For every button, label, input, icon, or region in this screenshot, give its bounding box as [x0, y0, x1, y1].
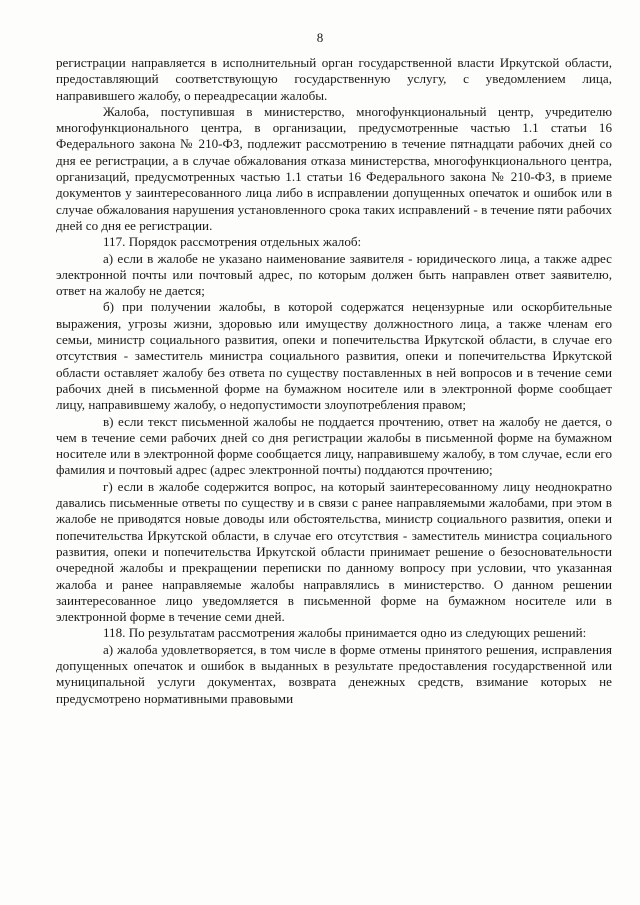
paragraph-117-g: г) если в жалобе содержится вопрос, на который заинтересованному лицу неоднократно давались письменные ответы по существу и в связи с ранее направляемыми жалобами, при этом в жалобе не приводятся новые доводы или обстоятельства, министр социального развития, опеки и попечительства Иркутской области, в случае его отсутствия - заместитель министра социального развития, опеки и попечительства Иркутской области принимает решение о безосновательности очередной жалобы и прекращении переписки по данному вопросу при условии, что указанная жалоба и ранее направляемые жалобы направлялись в министерство. О данном решении заинтересованное лицо уведомляется в письменной форме на бумажном носителе или в электронной форме в течение семи дней.	[56, 478, 612, 625]
paragraph-118-a: а) жалоба удовлетворяется, в том числе в форме отмены принятого решения, исправления допущенных опечаток и ошибок в выданных в результате предоставления государственной или муниципальной услуги документах, возврата денежных средств, взимание которых не предусмотрено нормативными правовыми	[56, 641, 612, 706]
document-body	[56, 55, 612, 707]
paragraph-readdressing-continuation: регистрации направляется в исполнительный орган государственной власти Иркутской области, предоставляющий соответствующую государственную услугу, с уведомлением лица, направившего жалобу, о переадресации жалобы.	[56, 55, 612, 103]
paragraph-118-heading: 118. По результатам рассмотрения жалобы принимается одно из следующих решений:	[103, 625, 587, 641]
page-number: 8	[316, 30, 324, 45]
paragraph-117-heading: 117. Порядок рассмотрения отдельных жалоб:	[103, 234, 362, 250]
paragraph-117-a: а) если в жалобе не указано наименование заявителя - юридического лица, а также адрес электронной почты или почтовый адрес, по которым должен быть направлен ответ заявителю, ответ на жалобу не дается;	[56, 250, 612, 299]
paragraph-117-v: в) если текст письменной жалобы не поддается прочтению, ответ на жалобу не дается, о чем в течение семи рабочих дней со дня регистрации жалобы в письменной форме на бумажном носителе или в электронной форме сообщается лицу, направившему жалобу, в том случае, если его фамилия и почтовый адрес (адрес электронной почты) поддаются прочтению;	[56, 413, 612, 478]
paragraph-117-b: б) при получении жалобы, в которой содержатся нецензурные или оскорбительные выражения, угрозы жизни, здоровью или имуществу должностного лица, а также членам его семьи, министр социального развития, опеки и попечительства Иркутской области, в случае его отсутствия - заместитель министра социального развития, опеки и попечительства Иркутской области оставляет жалобу без ответа по существу поставленных в ней вопросов и в течение семи рабочих дней в письменной форме на бумажном носителе или в электронной форме сообщает лицу, направившему жалобу, о недопустимости злоупотребления правом;	[56, 299, 612, 413]
paragraph-complaint-review-period: Жалоба, поступившая в министерство, многофункциональный центр, учредителю многофункционального центра, в организации, предусмотренные частью 1.1 статьи 16 Федерального закона № 210-ФЗ, подлежит рассмотрению в течение пятнадцати рабочих дней со дня ее регистрации, а в случае обжалования отказа министерства, многофункционального центра, организаций, предусмотренных частью 1.1 статьи 16 Федерального закона № 210-ФЗ, в приеме документов у заинтересованного лица либо в исправлении допущенных опечаток и ошибок или в случае обжалования нарушения установленного срока таких исправлений - в течение пяти рабочих дней со дня ее регистрации.	[56, 103, 612, 233]
